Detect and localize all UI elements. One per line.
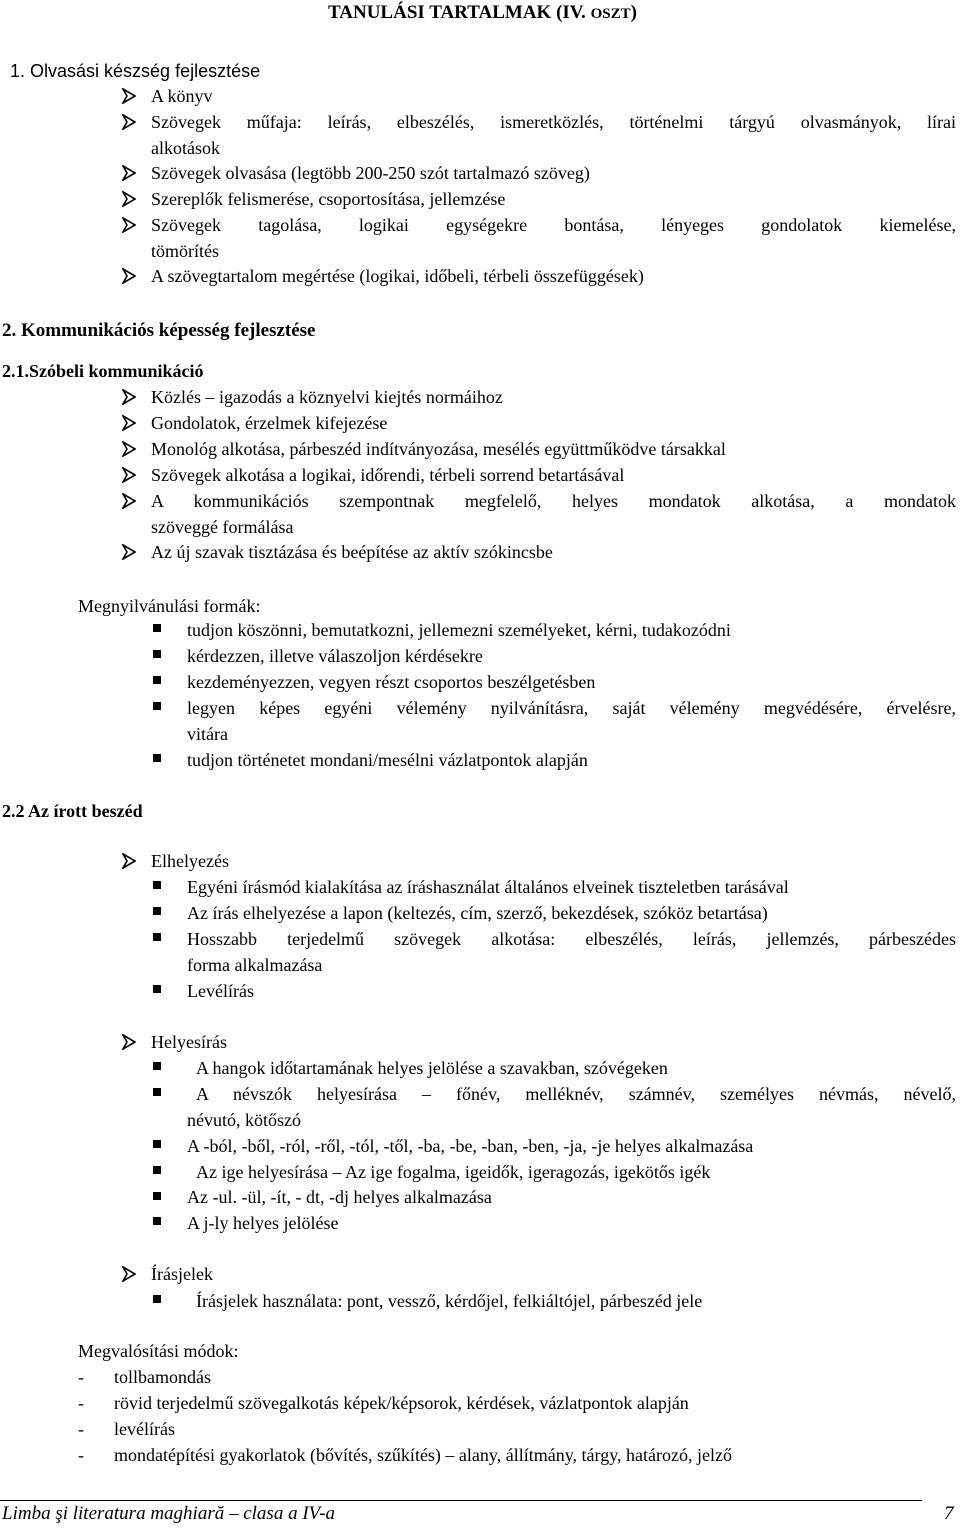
list-item: Az ige helyesírása – Az ige fogalma, igeidők, igeragozás, igekötős igék bbox=[196, 1162, 711, 1182]
list-item: Szövegek műfaja: leírás, elbeszélés, ismeretközlés, történelmi tárgyú olvasmányok, lírai bbox=[151, 112, 956, 132]
list-item: Közlés – igazodás a köznyelvi kiejtés normáihoz bbox=[151, 387, 503, 407]
square-bullet-icon bbox=[153, 1217, 161, 1225]
list-item: legyen képes egyéni vélemény nyilvánításra, saját vélemény megvédésére, érvelésre, bbox=[187, 698, 956, 718]
list-item-cont: forma alkalmazása bbox=[187, 955, 323, 975]
group-label-irasjelek: Írásjelek bbox=[151, 1264, 213, 1284]
list-item: Az írás elhelyezése a lapon (keltezés, cím, szerző, bekezdések, szóköz betartása) bbox=[187, 903, 768, 923]
footer-divider bbox=[0, 1500, 922, 1501]
list-item-cont: alkotások bbox=[151, 138, 220, 158]
square-bullet-icon bbox=[153, 933, 161, 941]
list-item: mondatépítési gyakorlatok (bővítés, szűkítés) – alany, állítmány, tárgy, határozó, jelző bbox=[114, 1445, 732, 1465]
square-bullet-icon bbox=[153, 1192, 161, 1200]
dash-bullet: - bbox=[78, 1419, 84, 1439]
list-item: A könyv bbox=[151, 86, 213, 106]
subsection-2-1-heading: 2.1.Szóbeli kommunikáció bbox=[2, 361, 204, 381]
arrow-bullet-icon bbox=[122, 191, 136, 207]
list-item: A szövegtartalom megértése (logikai, időbeli, térbeli összefüggések) bbox=[151, 266, 644, 286]
arrow-bullet-icon bbox=[122, 544, 136, 560]
list-item: Szövegek alkotása a logikai, időrendi, térbeli sorrend betartásával bbox=[151, 465, 625, 485]
arrow-bullet-icon bbox=[122, 415, 136, 431]
arrow-bullet-icon bbox=[122, 268, 136, 284]
modes-label: Megvalósítási módok: bbox=[78, 1341, 239, 1361]
list-item: levélírás bbox=[114, 1419, 175, 1439]
arrow-bullet-icon bbox=[122, 493, 136, 509]
list-item: Szövegek olvasása (legtöbb 200-250 szót tartalmazó szöveg) bbox=[151, 163, 590, 183]
square-bullet-icon bbox=[153, 1295, 161, 1303]
page-number: 7 bbox=[944, 1503, 954, 1524]
square-bullet-icon bbox=[153, 1140, 161, 1148]
dash-bullet: - bbox=[78, 1367, 84, 1387]
list-item: A névszók helyesírása – főnév, melléknév, számnév, személyes névmás, névelő, bbox=[196, 1084, 956, 1104]
group-label-elhelyezes: Elhelyezés bbox=[151, 851, 229, 871]
dash-bullet: - bbox=[78, 1393, 84, 1413]
list-item-cont: szöveggé formálása bbox=[151, 517, 294, 537]
list-item: Monológ alkotása, párbeszéd indítványozása, mesélés együttműködve társakkal bbox=[151, 439, 726, 459]
square-bullet-icon bbox=[153, 1088, 161, 1096]
arrow-bullet-icon bbox=[122, 441, 136, 457]
footer-text: Limba şi literatura maghiară – clasa a IV-a bbox=[2, 1503, 336, 1524]
group-label-helyesiras: Helyesírás bbox=[151, 1032, 227, 1052]
square-bullet-icon bbox=[153, 702, 161, 710]
square-bullet-icon bbox=[153, 881, 161, 889]
list-item: tudjon történetet mondani/mesélni vázlatpontok alapján bbox=[187, 750, 588, 770]
forms-label: Megnyilvánulási formák: bbox=[78, 596, 261, 616]
arrow-bullet-icon bbox=[122, 1266, 136, 1282]
arrow-bullet-icon bbox=[122, 389, 136, 405]
page-title: TANULÁSI TARTALMAK (IV. OSZT) bbox=[328, 2, 637, 23]
arrow-bullet-icon bbox=[122, 1034, 136, 1050]
section-1-heading: 1. Olvasási készség fejlesztése bbox=[10, 61, 261, 81]
section-2-heading: 2. Kommunikációs képesség fejlesztése bbox=[2, 320, 316, 341]
square-bullet-icon bbox=[153, 1166, 161, 1174]
list-item: Az új szavak tisztázása és beépítése az aktív szókincsbe bbox=[151, 542, 553, 562]
list-item: Hosszabb terjedelmű szövegek alkotása: elbeszélés, leírás, jellemzés, párbeszédes bbox=[187, 929, 956, 949]
square-bullet-icon bbox=[153, 754, 161, 762]
list-item: A kommunikációs szempontnak megfelelő, helyes mondatok alkotása, a mondatok bbox=[151, 491, 956, 511]
arrow-bullet-icon bbox=[122, 217, 136, 233]
square-bullet-icon bbox=[153, 650, 161, 658]
list-item: Írásjelek használata: pont, vessző, kérdőjel, felkiáltójel, párbeszéd jele bbox=[196, 1291, 703, 1311]
list-item: tudjon köszönni, bemutatkozni, jellemezni személyeket, kérni, tudakozódni bbox=[187, 620, 731, 640]
square-bullet-icon bbox=[153, 676, 161, 684]
list-item-cont: névutó, kötőszó bbox=[187, 1110, 301, 1130]
dash-bullet: - bbox=[78, 1445, 84, 1465]
list-item: Gondolatok, érzelmek kifejezése bbox=[151, 413, 388, 433]
square-bullet-icon bbox=[153, 907, 161, 915]
list-item-cont: tömörítés bbox=[151, 241, 219, 261]
list-item: Levélírás bbox=[187, 981, 254, 1001]
list-item: Az -ul. -ül, -ít, - dt, -dj helyes alkalmazása bbox=[187, 1187, 492, 1207]
subsection-2-2-heading: 2.2 Az írott beszéd bbox=[2, 801, 143, 821]
list-item: Egyéni írásmód kialakítása az íráshasználat általános elveinek tiszteletben tarásával bbox=[187, 877, 789, 897]
list-item: Szövegek tagolása, logikai egységekre bontása, lényeges gondolatok kiemelése, bbox=[151, 215, 956, 235]
list-item: Szereplők felismerése, csoportosítása, jellemzése bbox=[151, 189, 506, 209]
list-item: kérdezzen, illetve válaszoljon kérdésekre bbox=[187, 646, 483, 666]
arrow-bullet-icon bbox=[122, 853, 136, 869]
list-item: tollbamondás bbox=[114, 1367, 211, 1387]
arrow-bullet-icon bbox=[122, 165, 136, 181]
list-item: A -ból, -ből, -ról, -ről, -tól, -től, -ba, -be, -ban, -ben, -ja, -je helyes alkalmazása bbox=[187, 1136, 754, 1156]
list-item-cont: vitára bbox=[187, 724, 228, 744]
square-bullet-icon bbox=[153, 1062, 161, 1070]
list-item: kezdeményezzen, vegyen részt csoportos beszélgetésben bbox=[187, 672, 596, 692]
list-item: rövid terjedelmű szövegalkotás képek/képsorok, kérdések, vázlatpontok alapján bbox=[114, 1393, 689, 1413]
square-bullet-icon bbox=[153, 624, 161, 632]
list-item: A j-ly helyes jelölése bbox=[187, 1213, 339, 1233]
list-item: A hangok időtartamának helyes jelölése a szavakban, szóvégeken bbox=[196, 1058, 668, 1078]
square-bullet-icon bbox=[153, 985, 161, 993]
arrow-bullet-icon bbox=[122, 88, 136, 104]
arrow-bullet-icon bbox=[122, 467, 136, 483]
arrow-bullet-icon bbox=[122, 114, 136, 130]
